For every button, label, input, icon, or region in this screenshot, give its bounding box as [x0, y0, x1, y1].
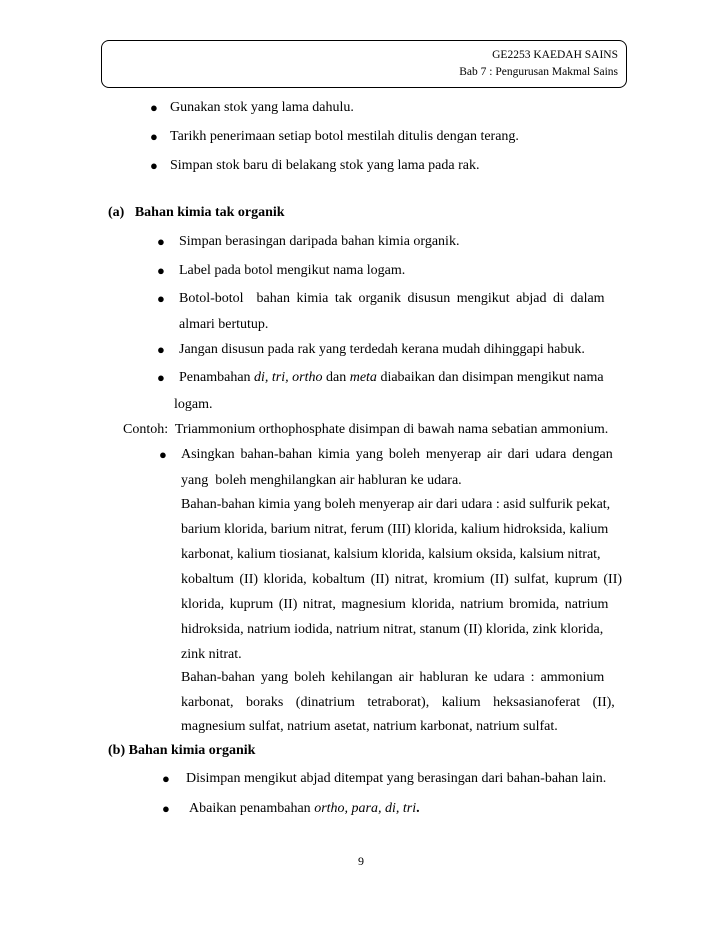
bullet-icon: ● — [159, 447, 167, 462]
intro-bullet-1: Gunakan stok yang lama dahulu. — [170, 100, 354, 115]
section-b-bullet-1: Disimpan mengikut abjad ditempat yang berasingan dari bahan-bahan lain. — [186, 771, 607, 786]
page-number: 9 — [358, 854, 364, 868]
text-run: Abaikan penambahan — [189, 801, 315, 816]
lose-line-3: magnesium sulfat, natrium asetat, natrium karbonat, natrium sulfat. — [181, 719, 558, 734]
section-a-bullet-1: Simpan berasingan daripada bahan kimia organik. — [179, 234, 460, 249]
absorb-line-6: hidroksida, natrium iodida, natrium nitrat, stanum (II) klorida, zink klorida, — [181, 622, 604, 637]
bullet-icon: ● — [157, 234, 165, 249]
intro-bullet-2: Tarikh penerimaan setiap botol mestilah ditulis dengan terang. — [170, 129, 519, 144]
bullet-icon: ● — [162, 771, 170, 786]
section-a-bullet-6-line-2: yang boleh menghilangkan air habluran ke udara. — [181, 473, 462, 488]
section-a-bullet-3-line-2: almari bertutup. — [179, 317, 269, 332]
absorb-line-1: Bahan-bahan kimia yang boleh menyerap air dari udara : asid sulfurik pekat, — [181, 497, 611, 512]
bullet-icon: ● — [150, 100, 158, 115]
italic-run: meta — [349, 370, 377, 385]
chapter-title: Bab 7 : Pengurusan Makmal Sains — [459, 66, 618, 78]
bullet-icon: ● — [150, 129, 158, 144]
header-box — [101, 40, 627, 88]
bullet-icon: ● — [157, 291, 165, 306]
section-a-bullet-4: Jangan disusun pada rak yang terdedah kerana mudah dihinggapi habuk. — [179, 342, 585, 357]
absorb-line-3: karbonat, kalium tiosianat, kalsium klorida, kalsium oksida, kalsium nitrat, — [181, 547, 601, 562]
bullet-icon: ● — [157, 370, 165, 385]
intro-bullet-3: Simpan stok baru di belakang stok yang lama pada rak. — [170, 158, 480, 173]
bullet-icon: ● — [162, 801, 170, 816]
lose-line-2: karbonat, boraks (dinatrium tetraborat), kalium heksasianoferat (II), — [181, 695, 615, 710]
section-a-bullet-3-line-1: Botol-botol bahan kimia tak organik disusun mengikut abjad di dalam — [179, 291, 605, 306]
text-run: diabaikan dan disimpan mengikut nama — [376, 370, 604, 385]
absorb-line-5: klorida, kuprum (II) nitrat, magnesium klorida, natrium bromida, natrium — [181, 597, 609, 612]
section-a-bullet-2: Label pada botol mengikut nama logam. — [179, 263, 406, 278]
section-a-bullet-5 — [179, 369, 604, 387]
example-line: Contoh: Triammonium orthophosphate disimpan di bawah nama sebatian ammonium. — [123, 422, 609, 437]
bullet-icon: ● — [157, 263, 165, 278]
section-b-heading: (b) Bahan kimia organik — [108, 743, 256, 758]
text-run: dan — [322, 370, 350, 385]
absorb-line-4: kobaltum (II) klorida, kobaltum (II) nitrat, kromium (II) sulfat, kuprum (II) — [181, 572, 623, 587]
italic-run: ortho, para, di, tri — [314, 801, 417, 816]
text-run: . — [416, 801, 420, 816]
section-a-heading: (a) Bahan kimia tak organik — [108, 205, 285, 220]
absorb-line-2: barium klorida, barium nitrat, ferum (III) klorida, kalium hidroksida, kalium — [181, 522, 609, 537]
absorb-line-7: zink nitrat. — [181, 647, 242, 662]
text-run: Penambahan — [179, 370, 255, 385]
bullet-icon: ● — [157, 342, 165, 357]
bullet-icon: ● — [150, 158, 158, 173]
course-code: GE2253 KAEDAH SAINS — [492, 49, 618, 61]
lose-line-1: Bahan-bahan yang boleh kehilangan air habluran ke udara : ammonium — [181, 670, 605, 685]
italic-run: di, tri, ortho — [254, 370, 323, 385]
section-b-bullet-2 — [189, 800, 420, 818]
section-a-bullet-6-line-1: Asingkan bahan-bahan kimia yang boleh menyerap air dari udara dengan — [181, 447, 613, 462]
section-a-bullet-5-line-2: logam. — [174, 397, 213, 412]
